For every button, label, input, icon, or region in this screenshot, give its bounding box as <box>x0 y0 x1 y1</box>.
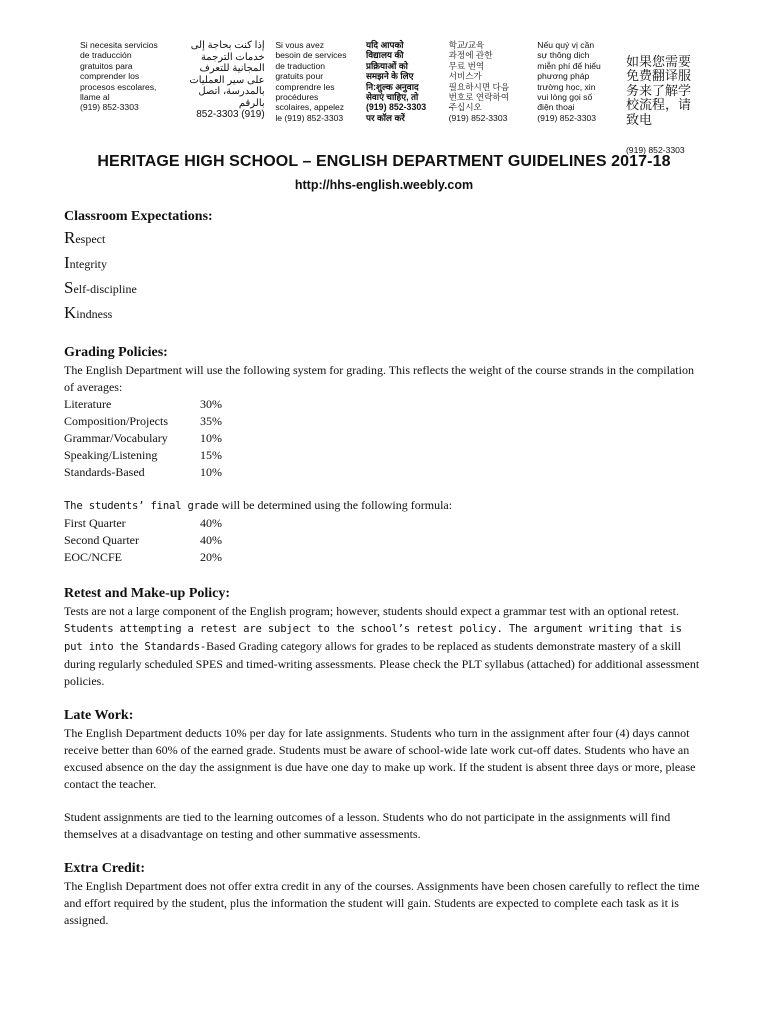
translation-note-hindi: यदि आपको विद्यालय की प्रक्रियाओं को समझने के लिए नि:शुल्क अनुवाद सेवाएं चाहिए, तो (919) 852-3303 पर कॉल करें <box>365 40 427 123</box>
page-title: HERITAGE HIGH SCHOOL – ENGLISH DEPARTMENT GUIDELINES 2017-18 <box>97 153 671 170</box>
table-row: First Quarter 40% <box>64 516 222 530</box>
table-row: EOC/NCFE 20% <box>64 550 222 564</box>
grading-weights-table <box>64 396 704 481</box>
translation-note-korean: 학교/교육 과정에 관한 무료 번역 서비스가 필요하시면 다음 번호로 연락하여 주십시오 (919) 852-3303 <box>448 40 510 123</box>
table-row: Second Quarter 40% <box>64 533 222 547</box>
guidelines-body <box>64 208 704 929</box>
retest-section <box>64 585 704 690</box>
translation-note-vietnamese: Nếu quý vị cần sự thông dịch miễn phí để hiểu phương pháp trường học, xin vui lòng gọi số điện thoại (919) 852-3303 <box>537 40 601 123</box>
translation-note-french: Si vous avez besoin de services de traduction gratuits pour comprendre les procédures scolaires, appelez le (919) 852-3303 <box>275 40 347 123</box>
translation-note-arabic: إذا كنت بحاجة إلى خدمات الترجمة المجانية للتعرف على سير العمليات بالمدرسة، اتصل بالرقم (919) 852-3303 <box>189 40 265 120</box>
grading-heading: Grading Policies: <box>64 345 168 360</box>
retest-heading: Retest and Make-up Policy: <box>64 586 231 601</box>
late-work-outcomes-paragraph: Student assignments are tied to the learning outcomes of a lesson. Students who do not participate in the assignments will find themselves at a disadvantage on testing and other summative assessments. <box>64 810 671 841</box>
translation-note-chinese <box>625 40 700 156</box>
late-work-section <box>64 707 704 843</box>
extra-credit-section <box>64 860 704 929</box>
expectation-respect: Respect <box>64 228 106 247</box>
expectations-list <box>64 226 704 326</box>
translation-services-banner <box>80 40 700 156</box>
late-work-paragraph: The English Department deducts 10% per day for late assignments. Students who turn in the assignment after four (4) days cannot receive better than 60% of the earned grade. Students must be aware of school-wide late work cut-off dates. Students who have an excused absence on the day the assignment is due have one day to make up work. If the student is absent three days or more, please contact the teacher. <box>64 726 696 791</box>
table-row: Speaking/Listening 15% <box>64 448 222 462</box>
extra-credit-heading: Extra Credit: <box>64 861 145 876</box>
translation-note-chinese-phone: (919) 852-3303 <box>625 145 685 156</box>
translation-note-spanish: Si necesita servicios de traducción gratuitos para comprender los procesos escolares, llame al (919) 852-3303 <box>80 40 158 113</box>
table-row: Standards-Based 10% <box>64 465 222 479</box>
translation-note-chinese-text: 如果您需要 免费翻译服 务来了解学 校流程，请 致电 <box>625 53 691 127</box>
expectation-kindness: Kindness <box>64 303 113 322</box>
grading-section <box>64 344 704 566</box>
website-url: http://hhs-english.weebly.com <box>294 178 474 192</box>
table-row: Composition/Projects 35% <box>64 414 222 428</box>
final-grade-table <box>64 515 704 566</box>
table-row: Grammar/Vocabulary 10% <box>64 431 222 445</box>
expectations-heading: Classroom Expectations: <box>64 209 213 224</box>
expectation-self-discipline: Self-discipline <box>64 278 137 297</box>
expectation-integrity: Integrity <box>64 253 107 272</box>
final-grade-sentence: The students’ final grade will be determined using the following formula: <box>64 498 453 512</box>
table-row: Literature 30% <box>64 397 222 411</box>
late-work-heading: Late Work: <box>64 708 134 723</box>
retest-paragraph: Tests are not a large component of the English program; however, students should expect a grammar test with an optional retest. Students attempting a retest are subject to the school’s retest policy. The argument writing that is put into the Standards-Based Grading category allows for grades to be replaced as students demonstrate mastery of a skill during regularly scheduled SPES and timed-writing assessments. Please check the PLT syllabus (attached) for additional assessment policies. <box>64 604 700 688</box>
grading-intro: The English Department will use the following system for grading. This reflects the weight of the course strands in the compilation of averages: <box>64 363 694 394</box>
extra-credit-paragraph: The English Department does not offer extra credit in any of the courses. Assignments have been chosen carefully to reflect the time and effort required by the student, plus the information the student will gain. Students are expected to complete each task as it is assigned. <box>64 879 700 927</box>
